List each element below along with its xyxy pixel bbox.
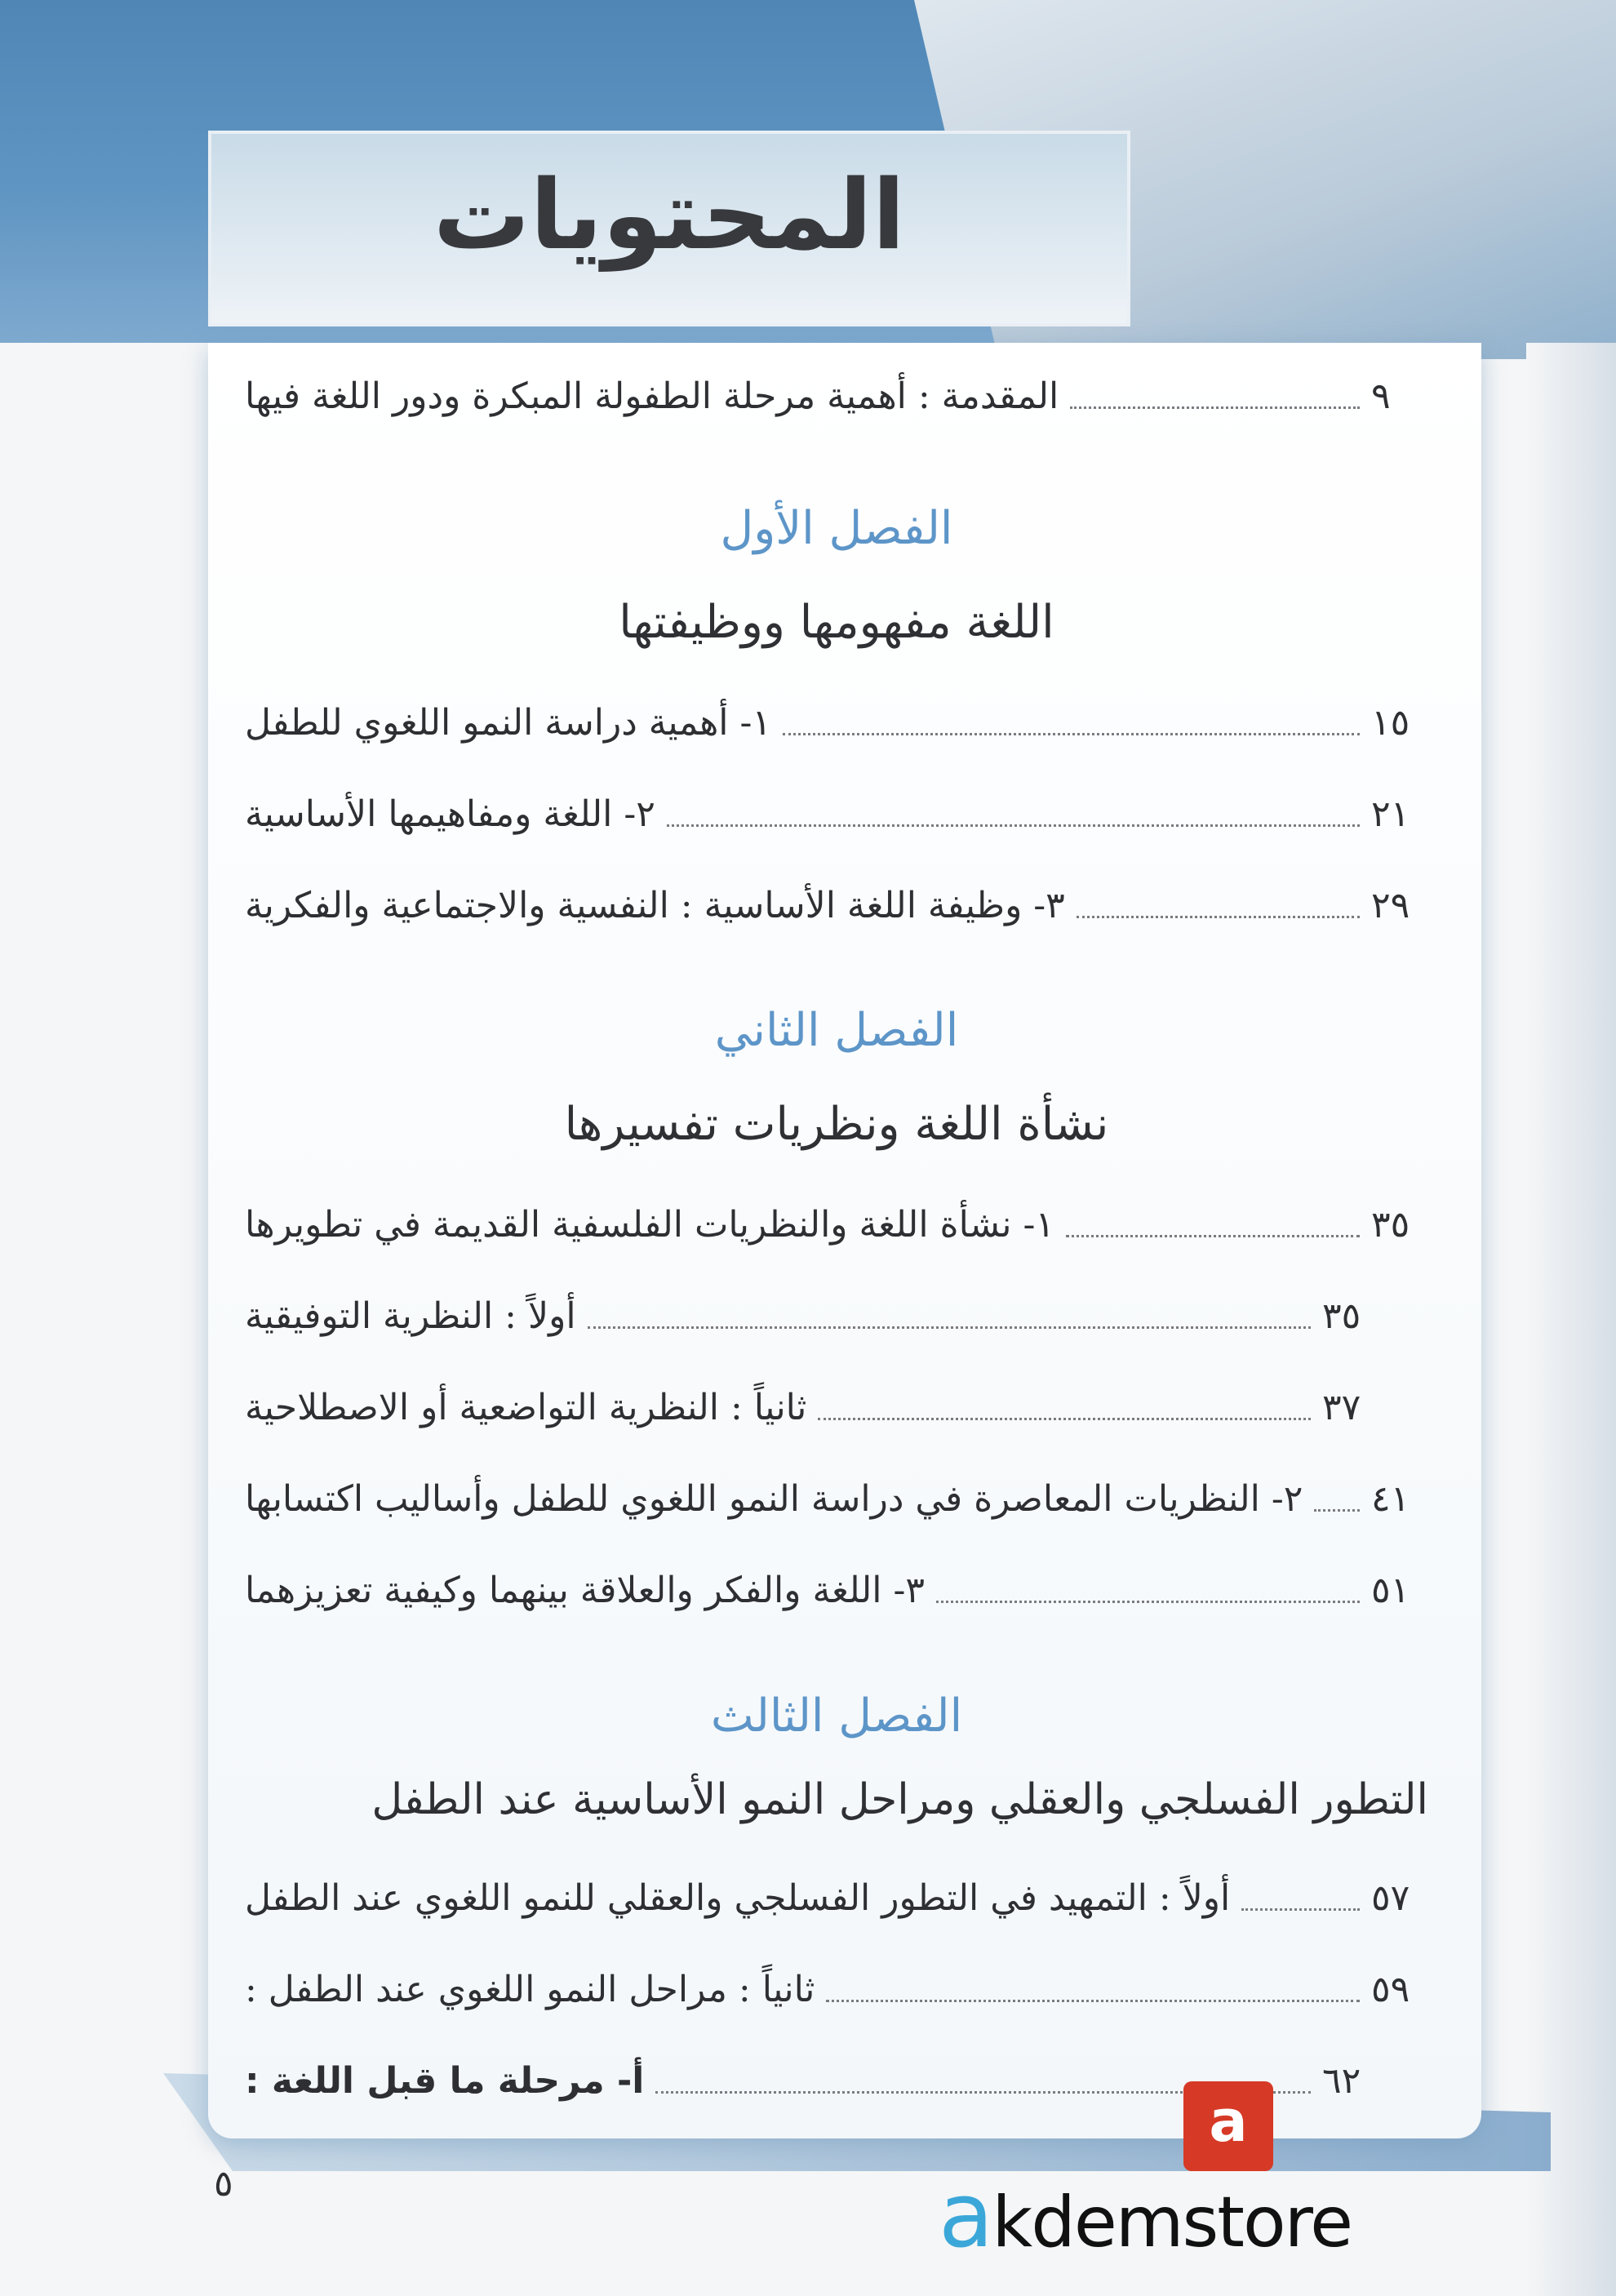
toc-entry-page: ٦٢: [1322, 2059, 1361, 2102]
toc-entry-page: ٤١: [1371, 1477, 1410, 1520]
store-badge-icon: a: [1183, 2081, 1273, 2171]
toc-entry[interactable]: [245, 1952, 1428, 2026]
store-logo-text: akdemstore: [939, 2163, 1352, 2267]
leader-dots: [936, 1601, 1360, 1603]
chapter-3-title: التطور الفسلجي والعقلي ومراحل النمو الأساسية عند الطفل: [371, 1775, 1428, 1824]
toc-entry[interactable]: [245, 1861, 1428, 1934]
page-number: ٥: [214, 2163, 233, 2205]
toc-entry-label: ٣- اللغة والفكر والعلاقة بينهما وكيفية تعزيزهما: [245, 1569, 925, 1611]
chapter-3-number: الفصل الثالث: [710, 1690, 963, 1743]
toc-entry-page: ٥٧: [1371, 1876, 1410, 1919]
leader-dots: [826, 2000, 1360, 2002]
toc-entry[interactable]: [245, 777, 1428, 850]
leader-dots: [1066, 1235, 1360, 1237]
toc-entry-label: أولاً : التمهيد في التطور الفسلجي والعقلي للنمو اللغوي عند الطفل: [245, 1876, 1231, 1919]
toc-entry-label: أ- مرحلة ما قبل اللغة :: [245, 2059, 645, 2102]
toc-entry[interactable]: [245, 1279, 1428, 1352]
toc-entry[interactable]: [245, 868, 1428, 942]
toc-entry-page: ٥٩: [1371, 1968, 1410, 2010]
leader-dots: [1314, 1509, 1360, 1512]
store-watermark: [939, 2081, 1428, 2267]
leader-dots: [667, 824, 1360, 827]
toc-entry-label: المقدمة : أهمية مرحلة الطفولة المبكرة ودور اللغة فيها: [245, 375, 1059, 417]
toc-entry-label: ثانياً : مراحل النمو اللغوي عند الطفل :: [245, 1968, 815, 2010]
toc-entry-page: ٢١: [1371, 793, 1410, 835]
toc-entry-page: ٣٥: [1371, 1203, 1410, 1246]
leader-dots: [1070, 406, 1360, 409]
toc-entry-label: ١- نشأة اللغة والنظريات الفلسفية القديمة في تطويرها: [245, 1203, 1054, 1246]
toc-entry-page: ٣٧: [1322, 1386, 1361, 1428]
page-edge-shading: [1526, 343, 1616, 2296]
chapter-1-number: الفصل الأول: [720, 502, 953, 555]
chapter-1-title: اللغة مفهومها ووظيفتها: [619, 596, 1054, 649]
page-title: المحتويات: [433, 158, 906, 271]
toc-entry-intro[interactable]: [245, 359, 1428, 433]
leader-dots: [1077, 916, 1360, 918]
toc-entry-page: ٢٩: [1371, 884, 1410, 926]
toc-entry-page: ١٥: [1371, 701, 1410, 744]
leader-dots: [818, 1418, 1311, 1420]
toc-entry[interactable]: [245, 1188, 1428, 1261]
title-box: [208, 131, 1130, 326]
leader-dots: [783, 733, 1360, 735]
toc-entry[interactable]: [245, 1370, 1428, 1444]
chapter-2-number: الفصل الثاني: [714, 1004, 959, 1057]
toc-entry-label: ٢- النظريات المعاصرة في دراسة النمو اللغوي للطفل وأساليب اكتسابها: [245, 1477, 1303, 1520]
toc-entry-label: أولاً : النظرية التوفيقية: [245, 1295, 576, 1337]
toc-entry-label: ثانياً : النظرية التواضعية أو الاصطلاحية: [245, 1386, 807, 1428]
toc-entry[interactable]: [245, 1553, 1428, 1627]
toc-entry[interactable]: [245, 686, 1428, 759]
toc-entry-page: ٩: [1371, 375, 1391, 417]
chapter-2-title: نشأة اللغة ونظريات تفسيرها: [564, 1098, 1109, 1151]
toc-entry-page: ٣٥: [1322, 1295, 1361, 1337]
leader-dots: [1241, 1908, 1360, 1911]
toc-entry[interactable]: [245, 1462, 1428, 1535]
toc-entry-label: ٢- اللغة ومفاهيمها الأساسية: [245, 793, 655, 835]
leader-dots: [588, 1326, 1311, 1329]
toc-entry-page: ٥١: [1371, 1569, 1410, 1611]
toc-entry-label: ١- أهمية دراسة النمو اللغوي للطفل: [245, 701, 772, 744]
toc-entry-label: ٣- وظيفة اللغة الأساسية : النفسية والاجتماعية والفكرية: [245, 884, 1065, 926]
